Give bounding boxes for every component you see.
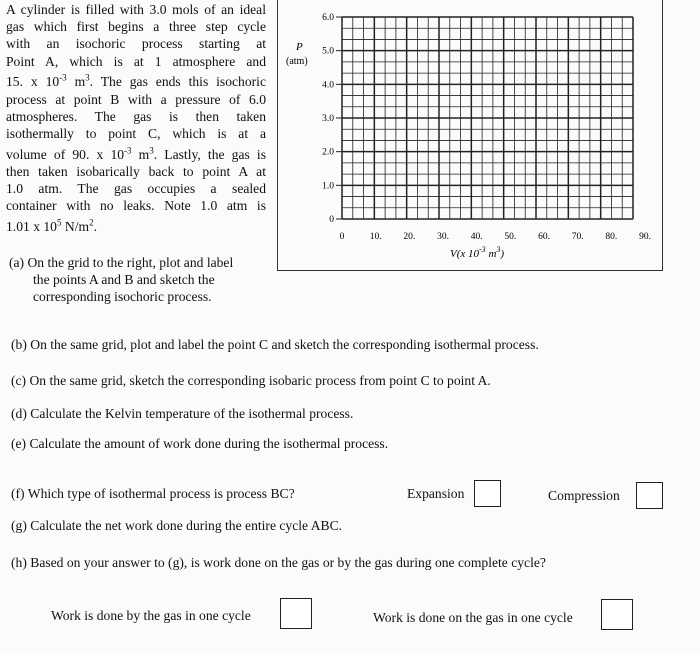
problem-line: container with no leaks. Note 1.0 atm is bbox=[6, 198, 266, 214]
question-a-line: corresponding isochoric process. bbox=[33, 289, 212, 304]
problem-line: Point A, which is at 1 atmosphere and bbox=[6, 53, 266, 69]
expansion-label: Expansion bbox=[407, 486, 465, 501]
question-c: (c) On the same grid, sketch the corresponding isobaric process from point C to point A. bbox=[11, 373, 491, 388]
question-e: (e) Calculate the amount of work done during the isothermal process. bbox=[11, 436, 389, 451]
work-by-gas-label: Work is done by the gas in one cycle bbox=[51, 608, 251, 623]
question-a-line: the points A and B and sketch the bbox=[33, 272, 215, 287]
problem-line: gas which first begins a three step cycle bbox=[6, 19, 266, 35]
y-tick-label: 1.0 bbox=[322, 181, 334, 192]
compression-checkbox[interactable] bbox=[636, 482, 663, 509]
x-tick-label: 70. bbox=[571, 232, 584, 242]
problem-line: atmospheres. The gas is then taken bbox=[6, 108, 266, 124]
question-f: (f) Which type of isothermal process is process BC? bbox=[11, 486, 295, 501]
work-by-gas-checkbox[interactable] bbox=[280, 598, 312, 629]
y-tick-label: 0 bbox=[329, 215, 334, 225]
y-axis-label: P bbox=[296, 41, 303, 53]
question-b: (b) On the same grid, plot and label the point C and sketch the corresponding isothermal process. bbox=[11, 337, 539, 352]
question-a-line: (a) On the grid to the right, plot and label bbox=[9, 255, 234, 270]
work-on-gas-checkbox[interactable] bbox=[601, 599, 633, 630]
y-tick-label: 2.0 bbox=[322, 147, 334, 158]
x-tick-label: 90. bbox=[639, 232, 651, 242]
x-tick-label: 10. bbox=[369, 232, 382, 242]
problem-statement bbox=[6, 1, 266, 235]
y-axis-ticks bbox=[322, 13, 342, 225]
x-tick-label: 0 bbox=[339, 232, 345, 242]
x-tick-label: 60. bbox=[538, 232, 550, 242]
x-tick-label: 40. bbox=[470, 232, 483, 242]
question-a bbox=[9, 254, 279, 305]
problem-line: process at point B with a pressure of 6.0 bbox=[6, 91, 266, 107]
x-axis-label: V(x $10^{-3}$ $m^3$) bbox=[450, 245, 505, 260]
problem-line: 1.0 atm. The gas occupies a sealed bbox=[6, 181, 266, 197]
compression-label: Compression bbox=[548, 488, 620, 503]
x-tick-label: 80. bbox=[605, 232, 618, 242]
x-tick-label: 20. bbox=[403, 232, 416, 242]
pv-graph bbox=[277, 0, 663, 272]
x-tick-label: 30. bbox=[437, 232, 449, 242]
y-tick-label: 3.0 bbox=[322, 114, 334, 124]
x-tick-label: 50. bbox=[504, 232, 517, 242]
problem-line: 1.01 x $10^5$ $N/m^2$. bbox=[6, 217, 97, 235]
problem-line: A cylinder is filled with 3.0 mols of an ideal bbox=[6, 2, 266, 17]
expansion-checkbox[interactable] bbox=[474, 480, 501, 507]
problem-line: with an isochoric process starting at bbox=[6, 36, 266, 52]
problem-line: 15. x $10^{-3}$ $m^3$. The gas ends this isochoric bbox=[6, 72, 266, 90]
problem-line: isothermally to point C, which is at a bbox=[6, 125, 266, 141]
x-axis-ticks bbox=[340, 232, 651, 242]
problem-line: volume of 90. x $10^{-3}$ $m^3$. Lastly, the gas is bbox=[6, 145, 267, 162]
problem-line: then taken isobarically back to point A at bbox=[6, 163, 266, 179]
y-axis-unit: (atm) bbox=[286, 56, 308, 67]
y-tick-label: 4.0 bbox=[322, 80, 334, 91]
grid bbox=[342, 17, 633, 219]
question-d: (d) Calculate the Kelvin temperature of the isothermal process. bbox=[11, 406, 354, 421]
y-tick-label: 5.0 bbox=[322, 46, 334, 57]
question-h: (h) Based on your answer to (g), is work done on the gas or by the gas during one complete cycle? bbox=[11, 555, 546, 570]
question-g: (g) Calculate the net work done during the entire cycle ABC. bbox=[11, 518, 343, 533]
work-on-gas-label: Work is done on the gas in one cycle bbox=[373, 610, 573, 625]
y-tick-label: 6.0 bbox=[322, 13, 334, 23]
